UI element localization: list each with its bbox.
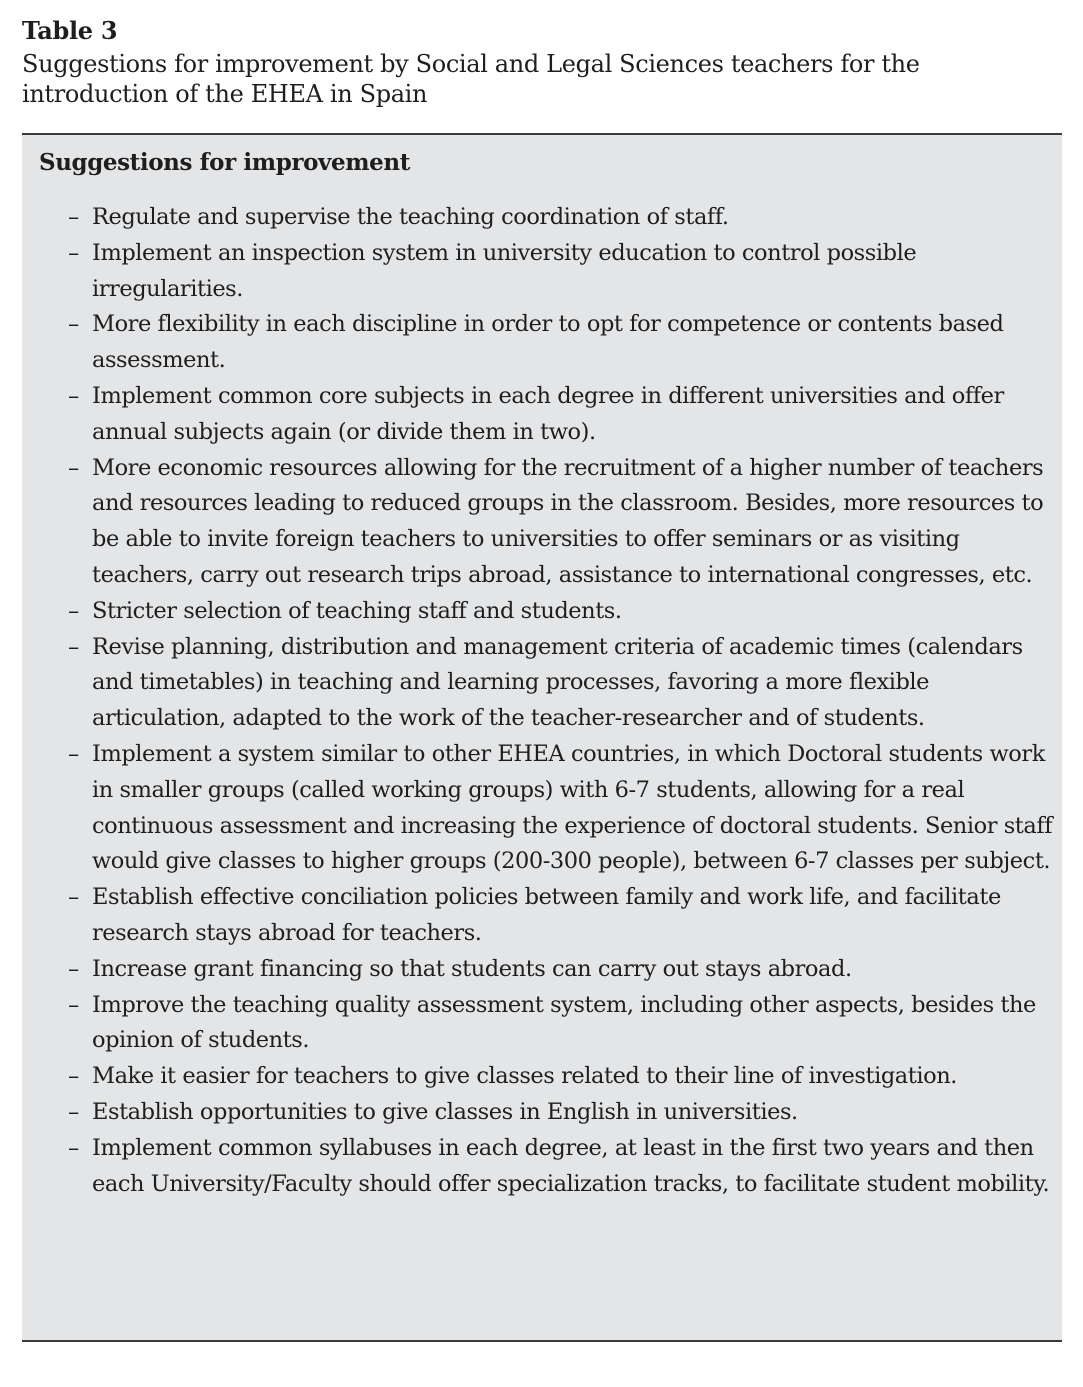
list-item	[68, 1131, 1058, 1203]
dash-bullet-icon: –	[68, 597, 79, 624]
dash-bullet-icon: –	[68, 454, 79, 481]
table-label: Table 3	[22, 16, 118, 45]
dash-bullet-icon: –	[68, 239, 79, 266]
list-item	[68, 594, 1058, 630]
list-item	[68, 451, 1058, 594]
list-item-text: Revise planning, distribution and management criteria of academic times (calendars and timetables) in teaching and learning processes, favoring a more flexible articulation, adapted to the work of the teacher-researcher and of students.	[92, 633, 1023, 732]
list-item	[68, 630, 1058, 737]
column-header: Suggestions for improvement	[39, 149, 410, 176]
list-item	[68, 1095, 1058, 1131]
table-figure	[22, 14, 1062, 1197]
dash-bullet-icon: –	[68, 884, 79, 911]
dash-bullet-icon: –	[68, 955, 79, 982]
list-item	[68, 737, 1058, 880]
table-caption: Suggestions for improvement by Social and Legal Sciences teachers for the introduction of the EHEA in Spain	[22, 50, 920, 108]
dash-bullet-icon: –	[68, 311, 79, 338]
dash-bullet-icon: –	[68, 633, 79, 660]
list-item	[68, 1059, 1058, 1095]
list-item-text: Implement an inspection system in university education to control possible irregularities.	[92, 239, 917, 302]
dash-bullet-icon: –	[68, 204, 79, 230]
list-item	[68, 379, 1058, 451]
list-item-text: Implement a system similar to other EHEA countries, in which Doctoral students work in smaller groups (called working groups) with 6-7 students, allowing for a real continuous assessment and increasing the experience of doctoral students. Senior staff would give classes to higher groups (200-300 people), between 6-7 classes per subject.	[92, 740, 1053, 875]
list-item	[68, 200, 1058, 236]
list-item	[68, 952, 1058, 988]
list-item-text: Establish opportunities to give classes in English in universities.	[92, 1098, 798, 1125]
suggestion-list	[68, 200, 1058, 1202]
list-item-text: Implement common core subjects in each degree in different universities and offer annual subjects again (or divide them in two).	[92, 382, 1004, 445]
list-item-text: More flexibility in each discipline in order to opt for competence or contents based assessment.	[92, 311, 1004, 374]
list-item	[68, 988, 1058, 1060]
list-item-text: Increase grant financing so that students can carry out stays abroad.	[92, 955, 852, 982]
dash-bullet-icon: –	[68, 1063, 79, 1090]
table-body	[22, 135, 1062, 1342]
list-item-text: More economic resources allowing for the recruitment of a higher number of teachers and resources leading to reduced groups in the classroom. Besides, more resources to be able to invite foreign teachers to universities to offer seminars or as visiting teachers, carry out research trips abroad, assistance to international congresses, etc.	[92, 454, 1044, 588]
list-item	[68, 880, 1058, 952]
dash-bullet-icon: –	[68, 1098, 79, 1125]
dash-bullet-icon: –	[68, 991, 79, 1018]
dash-bullet-icon: –	[68, 740, 79, 767]
list-item	[68, 236, 1058, 308]
list-item	[68, 307, 1058, 379]
dash-bullet-icon: –	[68, 382, 79, 409]
list-item-text: Regulate and supervise the teaching coordination of staff.	[92, 204, 729, 230]
list-item-text: Stricter selection of teaching staff and students.	[92, 597, 622, 624]
dash-bullet-icon: –	[68, 1134, 79, 1161]
list-item-text: Make it easier for teachers to give classes related to their line of investigation.	[92, 1063, 957, 1090]
list-item-text: Implement common syllabuses in each degree, at least in the first two years and then each University/Faculty should offer specialization tracks, to facilitate student mobility.	[92, 1134, 1050, 1197]
list-item-text: Establish effective conciliation policies between family and work life, and facilitate research stays abroad for teachers.	[92, 884, 1001, 946]
list-item-text: Improve the teaching quality assessment system, including other aspects, besides the opinion of students.	[92, 991, 1036, 1054]
